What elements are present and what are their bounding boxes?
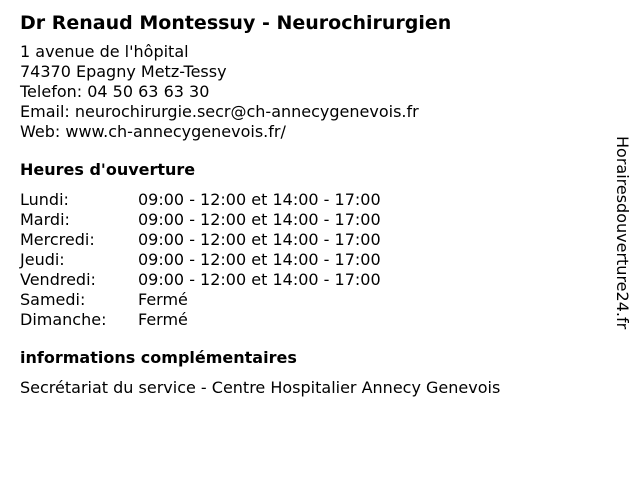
phone-number: Telefon: 04 50 63 63 30 [20, 82, 210, 101]
site-brand-vertical: Horairesdouverture24.fr [613, 136, 632, 330]
day-hours: 09:00 - 12:00 et 14:00 - 17:00 [138, 270, 381, 289]
hours-row-mardi [20, 210, 600, 230]
hours-row-dimanche [20, 310, 600, 330]
day-label: Mercredi: [20, 230, 95, 249]
hours-row-vendredi [20, 270, 600, 290]
city-address: 74370 Epagny Metz-Tessy [20, 62, 227, 81]
contact-block [20, 42, 600, 142]
hours-row-jeudi [20, 250, 600, 270]
day-hours: 09:00 - 12:00 et 14:00 - 17:00 [138, 230, 381, 249]
website-address: Web: www.ch-annecygenevois.fr/ [20, 122, 286, 141]
opening-hours-heading: Heures d'ouverture [20, 160, 196, 179]
page-title: Dr Renaud Montessuy - Neurochirurgien [20, 12, 452, 34]
day-label: Samedi: [20, 290, 86, 309]
street-address: 1 avenue de l'hôpital [20, 42, 189, 61]
email-address: Email: neurochirurgie.secr@ch-annecygenevois.fr [20, 102, 419, 121]
day-label: Jeudi: [20, 250, 65, 269]
additional-info-text: Secrétariat du service - Centre Hospitalier Annecy Genevois [20, 378, 501, 397]
day-label: Dimanche: [20, 310, 107, 329]
hours-row-mercredi [20, 230, 600, 250]
day-hours: 09:00 - 12:00 et 14:00 - 17:00 [138, 210, 381, 229]
additional-info-heading: informations complémentaires [20, 348, 297, 367]
day-hours: 09:00 - 12:00 et 14:00 - 17:00 [138, 250, 381, 269]
hours-row-samedi [20, 290, 600, 310]
day-hours: 09:00 - 12:00 et 14:00 - 17:00 [138, 190, 381, 209]
day-label: Mardi: [20, 210, 70, 229]
day-label: Vendredi: [20, 270, 96, 289]
day-label: Lundi: [20, 190, 69, 209]
day-hours: Fermé [138, 310, 188, 329]
hours-row-lundi [20, 190, 600, 210]
day-hours: Fermé [138, 290, 188, 309]
opening-hours-table [20, 190, 600, 330]
business-card [20, 10, 600, 398]
